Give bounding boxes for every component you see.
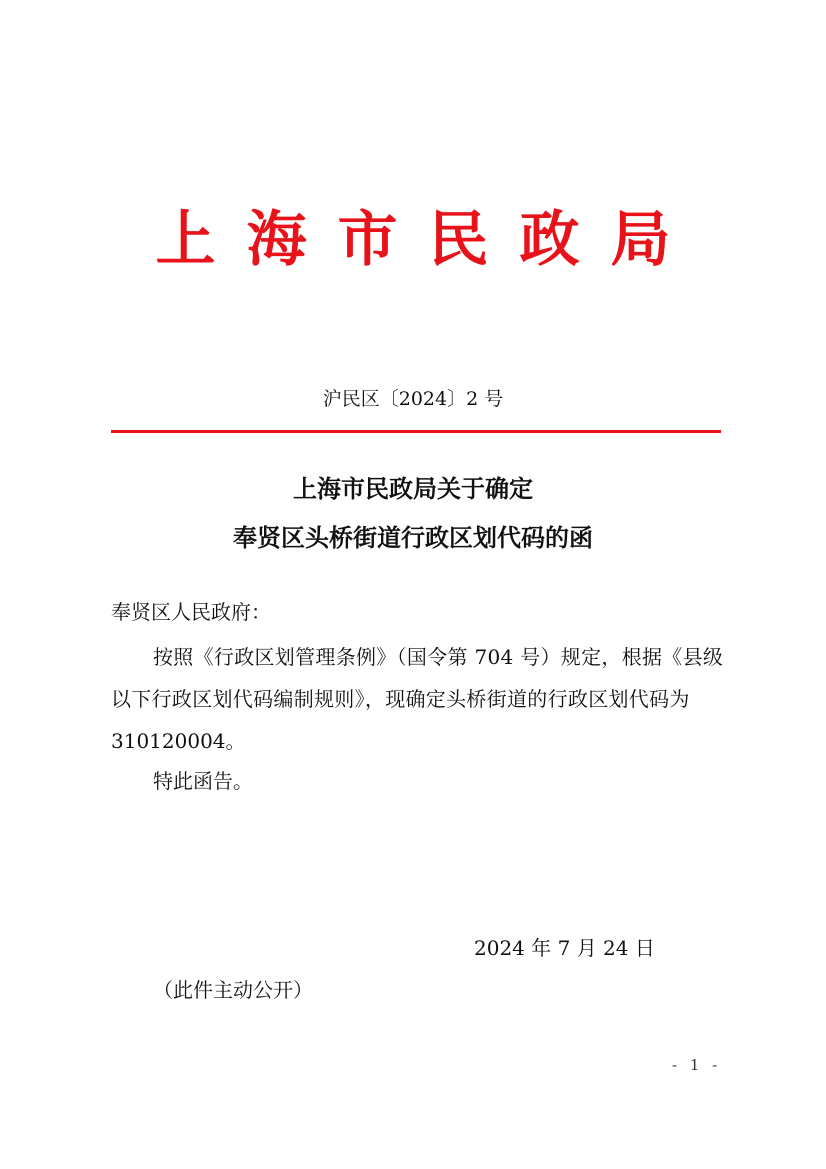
red-separator-line: [111, 430, 721, 433]
document-title-line-1: 上海市民政局关于确定: [293, 475, 533, 503]
closing-remark: 特此函告。: [153, 769, 253, 793]
document-title-line-2: 奉贤区头桥街道行政区划代码的函: [233, 524, 593, 552]
document-number: 沪民区〔2024〕2 号: [322, 388, 504, 410]
page-number: - 1 -: [672, 1056, 722, 1074]
body-text-line: 310120004。: [111, 729, 246, 753]
issue-date: 2024 年 7 月 24 日: [474, 936, 655, 960]
issuer-masthead: 上海市民政局: [155, 205, 702, 275]
body-text-line: 以下行政区划代码编制规则》，现确定头桥街道的行政区划代码为: [111, 687, 690, 711]
body-text-line: 按照《行政区划管理条例》（国令第 704 号）规定，根据《县级: [153, 645, 724, 669]
disclosure-note: （此件主动公开）: [153, 978, 313, 1002]
addressee: 奉贤区人民政府：: [111, 600, 271, 624]
